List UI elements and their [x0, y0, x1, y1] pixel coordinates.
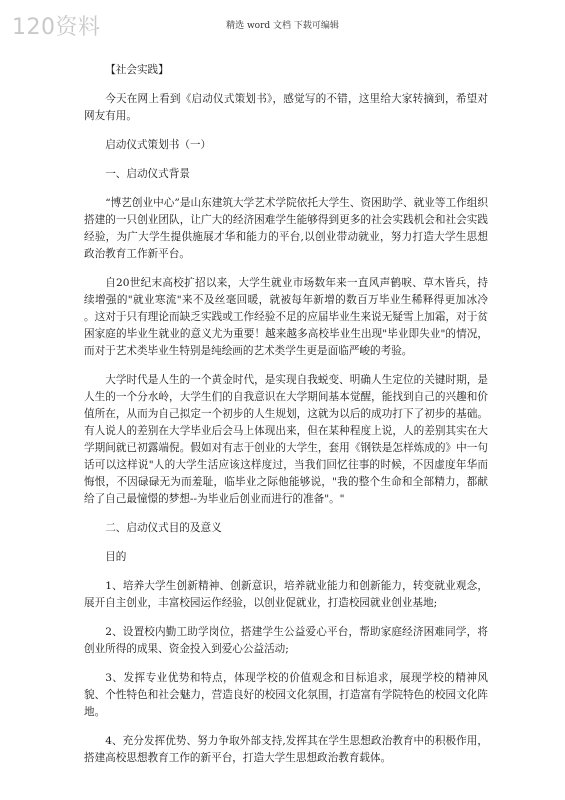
- heading-purpose: 二、启动仪式目的及意义: [105, 522, 222, 534]
- body-paragraph: 大学时代是人生的一个黄金时代，是实现自我蜕变、明确人生定位的关键时期，是人生的一个分水岭，大学生们的自我意识在大学期间基本觉醒，能找到自己的兴趣和价值所在，从而为自己拟定一个初步的人生规划，这就为以后的成功打下了初步的基础。有人说人的差别在大学毕业后会马上体现出来，但在某种程度上说，人的差别其实在大学期间就已初露端倪。假如对有志于创业的大学生，套用《钢铁是怎样炼成的》中一句话可以这样说"人的大学生活应该这样度过，当我们回忆往事的时候，不因虚度年华而悔恨，不因碌碌无为而羞耻，临毕业之际他能够说，"我的整个生命和全部精力，都献给了自己最憧憬的梦想--为毕业后创业而进行的准备"。": [84, 374, 488, 505]
- body-paragraph: “博艺创业中心”是山东建筑大学艺术学院依托大学生、资困助学、就业等工作组织搭建的一只创业团队，让广大的经济困难学生能够得到更多的社会实践机会和社会实践经验，为广大学生提供施展才华和能力的平台,以创业带动就业，努力打造大学生思想政治教育工作新平台。: [84, 197, 488, 260]
- list-item: 4、充分发挥优势、努力争取外部支持,发挥其在学生思想政治教育中的积极作用，搭建高校思想教育工作的新平台，打造大学生思想政治教育载体。: [84, 735, 488, 764]
- list-item: 1、培养大学生创新精神、创新意识，培养就业能力和创新能力，转变就业观念，展开自主创业，丰富校园运作经验，以创业促就业，打造校园就业创业基地;: [84, 580, 488, 609]
- document-title: 启动仪式策划书（一）: [105, 139, 212, 151]
- heading-background: 一、启动仪式背景: [105, 168, 190, 180]
- list-item: 3、发挥专业优势和特点，体现学校的价值观念和目标追求，展现学校的精神风貌、个性特色和社会魅力，营造良好的校园文化氛围，打造富有学院特色的校园文化阵地。: [84, 672, 488, 718]
- watermark-logo: 120资料: [12, 15, 101, 40]
- subheading-goal: 目的: [105, 551, 127, 563]
- intro-paragraph: 今天在网上看到《启动仪式策划书》，感觉写的不错，这里给大家转摘到，希望对网友有用。: [84, 93, 488, 122]
- section-tag: 【社会实践】: [105, 64, 169, 76]
- page-header: 精选 word 文档 下载可编辑: [226, 21, 339, 31]
- body-paragraph: 自20世纪末高校扩招以来，大学生就业市场数年来一直风声鹤唳、草木皆兵，持续增强的"就业寒流"来不及丝毫回暖，就被每年新增的数百万毕业生稀释得更加冰冷 。这对于只有理论而缺乏实践或工作经验不足的应届毕业生来说无疑雪上加霜，对于贫困家庭的毕业生就业的意义尤为重要！越来越多高校毕业生出现"毕业即失业"的情况，而对于艺术类毕业生特别是纯绘画的艺术类学生更是面临严峻的考验。: [84, 277, 488, 357]
- document-body: [84, 62, 488, 779]
- list-item: 2、设置校内勤工助学岗位，搭建学生公益爱心平台，帮助家庭经济困难同学，将创业所得的成果、资金投入到爱心公益活动;: [84, 626, 488, 655]
